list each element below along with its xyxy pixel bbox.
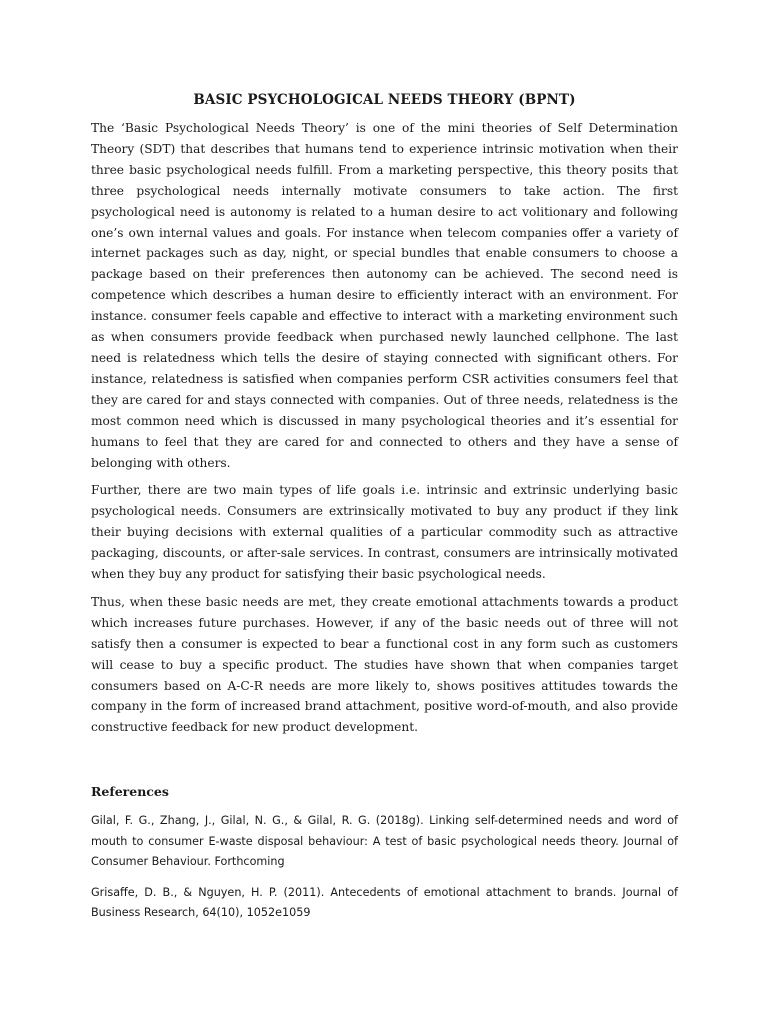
- paragraph-conclusion: Thus, when these basic needs are met, they create emotional attachments towards a product which increases future purchases. However, if any of the basic needs out of three will not satisfy then a consumer is expected to bear a functional cost in any form such as customers will cease to buy a specific product. The studies have shown that when companies target consumers based on A-C-R needs are more likely to, shows positives attitudes towards the company in the form of increased brand attachment, positive word-of-mouth, and also provide constructive feedback for new product development.: [91, 594, 678, 735]
- reference-item-grisaffe: Grisaffe, D. B., & Nguyen, H. P. (2011). Antecedents of emotional attachment to brands. Journal of Business Research, 64(10), 1052e1059: [91, 885, 678, 920]
- document-title: BASIC PSYCHOLOGICAL NEEDS THEORY (BPNT): [193, 92, 576, 108]
- paragraph-life-goals: Further, there are two main types of life goals i.e. intrinsic and extrinsic underlying basic psychological needs. Consumers are extrinsically motivated to buy any product if they link their buying decisions with external qualities of a particular commodity such as attractive packaging, discounts, or after-sale services. In contrast, consumers are intrinsically motivated when they buy any product for satisfying their basic psychological needs.: [91, 483, 678, 582]
- references-heading: References: [91, 784, 169, 800]
- document-page: [91, 92, 678, 934]
- paragraph-intro: The ‘Basic Psychological Needs Theory’ is one of the mini theories of Self Determination Theory (SDT) that describes that humans tend to experience intrinsic motivation when their three basic psychological needs fulfill. From a marketing perspective, this theory posits that three psychological needs internally motivate consumers to take action. The first psychological need is autonomy is related to a human desire to act volitionary and following one’s own internal values and goals. For instance when telecom companies offer a variety of internet packages such as day, night, or special bundles that enable consumers to choose a package based on their preferences then autonomy can be achieved. The second need is competence which describes a human desire to efficiently interact with an environment. For instance. consumer feels capable and effective to interact with a marketing environment such as when consumers provide feedback when purchased newly launched cellphone. The last need is relatedness which tells the desire of staying connected with significant others. For instance, relatedness is satisfied when companies perform CSR activities consumers feel that they are cared for and stays connected with companies. Out of three needs, relatedness is the most common need which is discussed in many psychological theories and it’s essential for humans to feel that they are cared for and connected to others and they have a sense of belonging with others.: [91, 121, 678, 470]
- reference-item-gilal: Gilal, F. G., Zhang, J., Gilal, N. G., & Gilal, R. G. (2018g). Linking self-determined needs and word of mouth to consumer E-waste disposal behaviour: A test of basic psychological needs theory. Journal of Consumer Behaviour. Forthcoming: [91, 814, 678, 869]
